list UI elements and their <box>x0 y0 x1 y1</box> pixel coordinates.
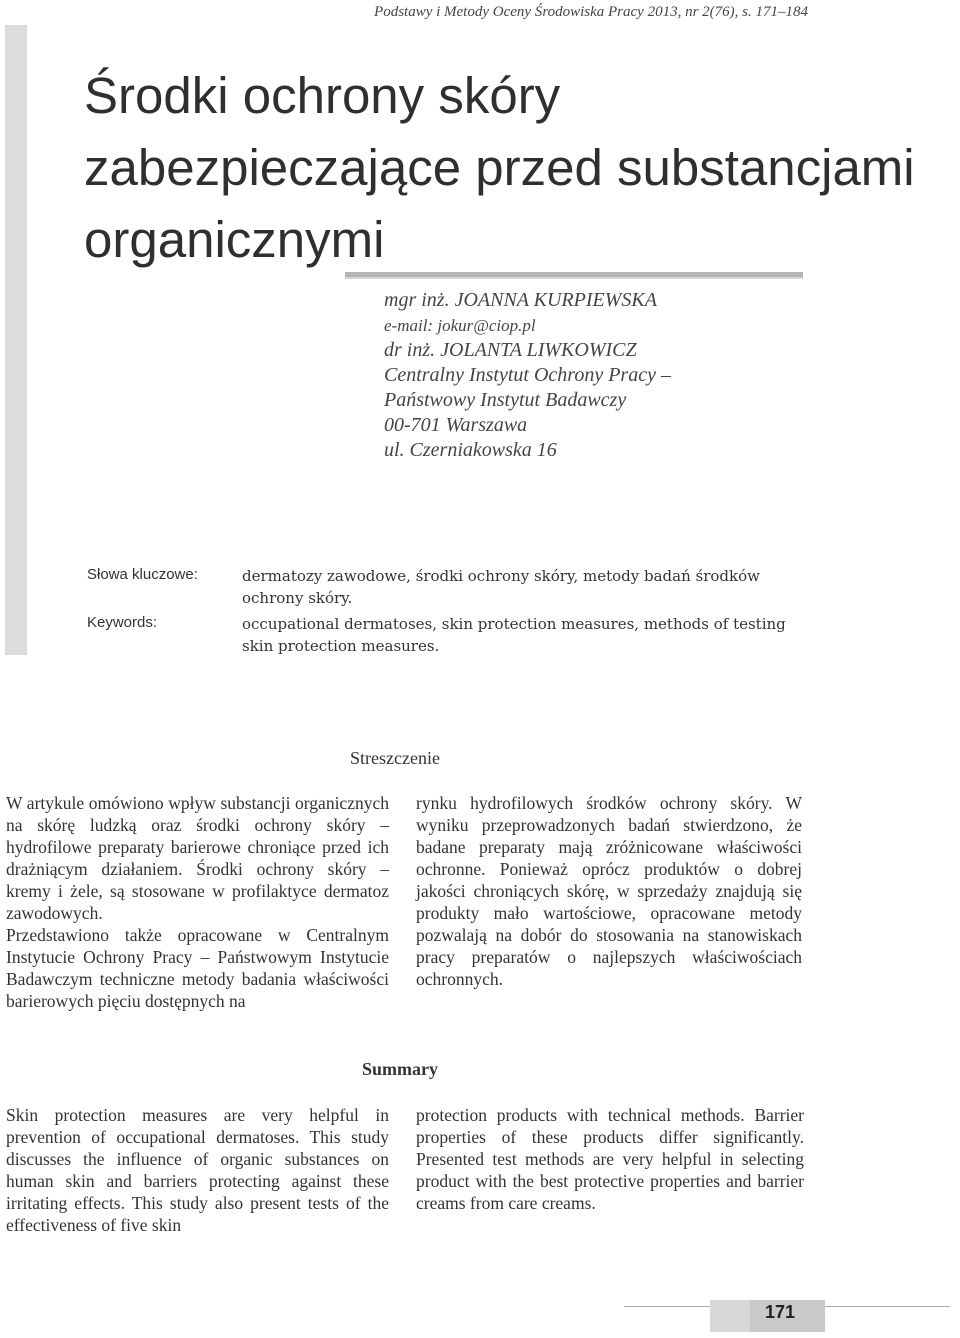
abstract-pl-paragraph-2: Przedstawiono także opracowane w Centralnym Instytucie Ochrony Pracy – Państwowym Instytucie Badawczym techniczne metody badania właściwości barierowych pięciu dostępnych na <box>6 925 389 1011</box>
author-1: mgr inż. JOANNA KURPIEWSKA <box>384 289 657 311</box>
title-divider <box>345 272 803 279</box>
author-2: dr inż. JOLANTA LIWKOWICZ <box>384 339 637 361</box>
abstract-en-paragraph-2: protection products with technical methods. Barrier properties of these products differ significantly. Presented test methods are very helpful in selecting product with the best protective properties and barrier creams from care creams. <box>416 1105 804 1213</box>
abstract-pl-column-1 <box>6 792 389 1012</box>
article-title: Środki ochrony skóry zabezpieczające przed substancjami organicznymi <box>84 67 915 268</box>
page-number-box <box>710 1300 825 1332</box>
affiliation-street: ul. Czerniakowska 16 <box>384 439 557 461</box>
decorative-side-bar <box>5 25 27 655</box>
affiliation-line-2: Państwowy Instytut Badawczy <box>384 389 627 411</box>
keywords-en-text: occupational dermatoses, skin protection measures, methods of testing skin protection measures. <box>242 615 786 655</box>
keywords-en-label: Keywords: <box>87 614 158 631</box>
affiliation-line-1: Centralny Instytut Ochrony Pracy – <box>384 364 671 386</box>
running-header: Podstawy i Metody Oceny Środowiska Pracy 2013, nr 2(76), s. 171–184 <box>374 4 808 20</box>
keywords-pl-label: Słowa kluczowe: <box>87 566 198 583</box>
abstract-pl-heading: Streszczenie <box>350 748 440 768</box>
abstract-en-paragraph-1: Skin protection measures are very helpful in prevention of occupational dermatoses. This study discusses the influence of organic substances on human skin and barriers protecting against these irritating effects. This study also present tests of the effectiveness of five skin <box>6 1105 389 1235</box>
abstract-pl-paragraph-3: rynku hydrofilowych środków ochrony skóry. W wyniku przeprowadzonych badań stwierdzono, że badane preparaty mają zróżnicowane właściwości ochronne. Ponieważ oprócz produktów o dobrej jakości chroniących skórę, w sprzedaży znajdują się produkty mało wartościowe, opracowane metody pozwalają na dobór do stosowania na stanowiskach pracy preparatów o najlepszych właściwościach ochronnych. <box>416 793 802 989</box>
page-number: 171 <box>765 1302 796 1322</box>
author-email: e-mail: jokur@ciop.pl <box>384 316 536 335</box>
abstract-pl-paragraph-1: W artykule omówiono wpływ substancji organicznych na skórę ludzką oraz środki ochrony skóry – hydrofilowe preparaty barierowe chroniące przed ich drażniącym działaniem. Środki ochrony skóry – kremy i żele, są stosowane w profilaktyce dermatoz zawodowych. <box>6 793 389 923</box>
keywords-pl-text: dermatozy zawodowe, środki ochrony skóry, metody badań środków ochrony skóry. <box>242 567 760 607</box>
affiliation-city: 00-701 Warszawa <box>384 414 528 436</box>
abstract-en-column-1 <box>6 1104 389 1236</box>
author-block <box>384 288 864 463</box>
abstract-pl-column-2 <box>416 792 802 990</box>
abstract-en-heading: Summary <box>362 1059 438 1079</box>
abstract-en-column-2 <box>416 1104 804 1214</box>
